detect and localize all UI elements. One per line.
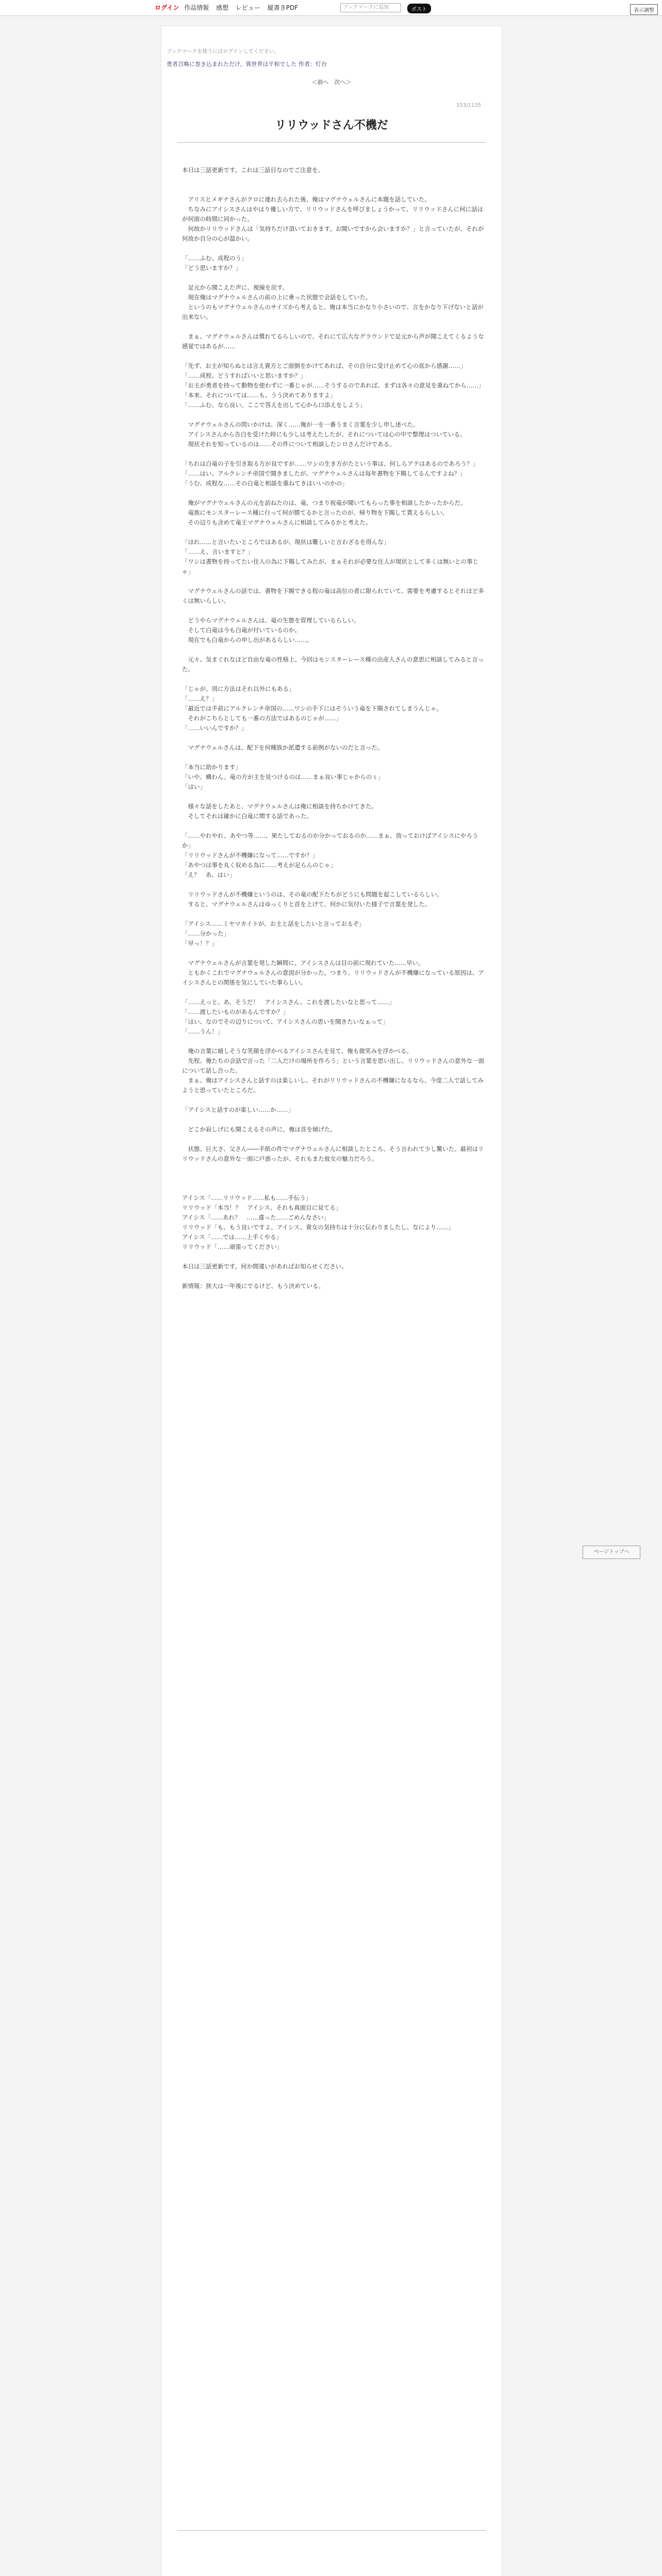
top-nav [155,3,303,12]
nav-item-impression[interactable]: 感想 [216,4,229,11]
divider [177,2530,486,2531]
novel-main [161,26,502,2576]
nav-item-info[interactable]: 作品情報 [184,4,209,11]
topbar [0,0,662,16]
chapter-number: 153/1135 [456,103,481,108]
bookmark-input[interactable]: ブックマークに追加 [340,3,401,12]
pager-top[interactable]: ＜前へ 次へ＞ [311,79,352,86]
series-title-link[interactable]: 勇者召喚に巻き込まれただけ、異世界は平和でした 作者：灯台 [167,61,327,67]
login-link[interactable]: ログイン [155,4,179,11]
display-settings-button[interactable]: 表示調整 [630,4,658,15]
nav-item-pdf[interactable]: 縦書きPDF [267,4,299,11]
nav-item-review[interactable]: レビュー [235,4,260,11]
bookmark-note: ブックマークを使うにはログインしてください。 [167,49,279,55]
chapter-body: 本日は三話更新です。これは三話目なのでご注意を。 アリスとメギナさんがクロに連れ去られた後、俺はマグナウェルさんに本題を話していた。 ちなみにアイシスさんはやはり優しい方で、リリウッドさんを呼びましょうかって、リリウッドさんに何に話はが何面の時間に同かった。 何故かリリウッドさんは「気持ちだけ頂いておきます。お聞いですから会いますか？」と言っていたが、それが何故か自分の心が温かい。 「……ふむ、成程のう」 「どう思いますか？」 足元から聞こえた声に、視線を戻す。 現在俺はマグナウェルさんの前の上に乗った状態で会話をしていた。 というのもマグナウェルさんのサイズから考えると、俺は本当にかなり小さいので、言をかなり下げないと話が出来ない。 まぁ、マグナウェルさんは慣れてるらしいので、それにて広大なグラウンドで足元から声が聞こえてくるような感覚ではあるが…… 「先ず、お主が知らぬとは言え貴方とご面倒をかけてあれば、その自分に受け止めて心の底から感謝……」 「……成程、どうすればいいと思いますか？」 「お主が勇者を持って動物を使わずに一番じゃが……そうするのであれば、まずは各々の意見を重ねてから……」 「本来、それについては……も、うう決めてありますよ」 「……ふむ、なら良い。ここで答えを出して心から口添えをしよう」 マグナウェルさんの問いかけは、深く……俺が一を一番うまく言葉を少し申し述べた。 アイシスさんから告白を受けた時にも少しは考えたしたが、それについては心の中で整理はついている。 現状それを知っているのは……その件について相談したシロさんだけである。 「ちれは白竜の子を引き取る方が良ですが……ワシの生き方がたという事は、何しらアテはあるのであろう？」 「……はい、アルクレンチ帝国で聞きましたが、マグナウェルさんは毎年書物を下賜してるんですよね？」 「うむ、成程な……その白竜と相談を重ねてきはいいのかの」 俺がマグナウェルさんの元を訪ねたのは、竜、つまり祝竜が聞いてもらった事を相談したかったからだ。 竜族にモンスターレース種に行って何が勝てるかと言ったのが、帰り物を下賜して貰えるらしい。 その辺りも含めて竜王マグナウェルさんに相談してみるかと考えた。 「ほれ……と言いたいところではあるが、現状は難しいと言わざるを得んな」 「……え、言いますと？」 「ワシは書物を持ってたい住人の為に下賜してみたが、まぁそれが必要な住人が現状として多くは無いとの事じゃ」 マグナウェルさんの話では、書物を下賜できる程の竜は高位の者に限られていて、需要を考慮するとそれほど多くは無いらしい。 どうやらマグナウェルさんは、竜の生態を管理しているらしい。 そして白竜は今も白竜が付いているのか。 現在でも白竜からの申し出があるらしい……。 元々、気まぐれなほど自由な竜の性格上、今回はモンスターレース種の出産人さんの意思に相談してみると言った。 「じゃが、別に方法はそれ以外にもある」 「……え？」 「最近では手前にアルクレンチ帝国の……ワシの手下にはそういう竜を下賜されてしまうんじゃ。 それがこちらとしても一番の方法ではあるのじゃが……」 「……いいんですか？」 マグナウェルさんは、配下を何種族か派遣する前例がないのだと言った。 「本当に助かります」 「いや、構わん。竜の方が主を見つけるのは……まぁ良い事じゃからのぅ」 「はい」 様々な話をしたあと、マグナウェルさんは俺に相談を持ちかけてきた。 そしてそれは確かに白竜に関する話であった。 「……やれやれ、あやつ等……、果たしておるのか分かっておるのか……まぁ、放っておけばアイシスにやろうか」 「リリウッドさんが不機嫌になって……ですか？」 「あやつは事を丸く収める為に……考えが足らんのじゃ」 「え？ あ、はい」 リリウッドさんが不機嫌というのは、その竜の配下たちがどうにも問題を起こしているらしい。 すると、マグナウェルさんはゆっくりと首を上げて、何かに気付いた様子で言葉を発した。 「アイシス……ミヤマカイトが、お主と話をしたいと言っておるぞ」 「……分かった」 「早っ！？」 マグナウェルさんが言葉を発した瞬間に、アイシスさんは目の前に現れていた……早い。 ともかくこれでマグナウェルさんの意図が分かった。つまり、リリウッドさんが不機嫌になっている原因は、アイシスさんとの関係を気にしていた事らしい。 「……えっと、あ、そうだ！ アイシスさん、これを渡したいなと思って……」 「……渡したいものがあるんですか？」 「はい、なのでその辺りについて、アイシスさんの思いを聞きたいなぁって」 「……うん！」 俺の言葉に嬉しそうな笑顔を浮かべるアイシスさんを見て、俺も微笑みを浮かべる。 先程、俺たちの会話で言った「二人だけの場所を作ろう」という言葉を思い出し、リリウッドさんの意外な一面について話し合った。 まぁ、俺はアイシスさんと話すのは楽しいし、それがリリウッドさんの不機嫌になるなら、今度二人で話してみようと思っていたところだ。 「アイシスと話すのが楽しい……か……」 どこか寂しげにも聞こえるその声に、俺は首を傾げた。 状態、巨大さ、父さん――手紙の件でマグナウェルさんに相談したところ、そう言われて少し驚いた。最初はリリウッドさんの意外な一面に戸惑ったが、それもまた彼女の魅力だろう。 アイシス「……リリウッド……私も……手伝う」 リリウッド「本当！？ アイシス、それも真面目に見てる」 アイシス「……あれ？ ……違った……ごめんなさい」 リリウッド「も、もう良いですよ、アイシス、貴女の気持ちは十分に伝わりましたし、なにより……」 アイシス「……では……上手くやる」 リリウッド「……頑張ってください」 本日は三話更新です。何か間違いがあればお知らせください。 新情報：狭大は一年後にでるけど、もう決めている。 [182,166,485,1290]
share-button[interactable]: ポスト [407,4,431,13]
chapter-title: リリウッドさん不機だ [275,119,388,132]
divider [177,142,486,143]
page-top-button[interactable]: ページトップへ [583,1546,640,1559]
